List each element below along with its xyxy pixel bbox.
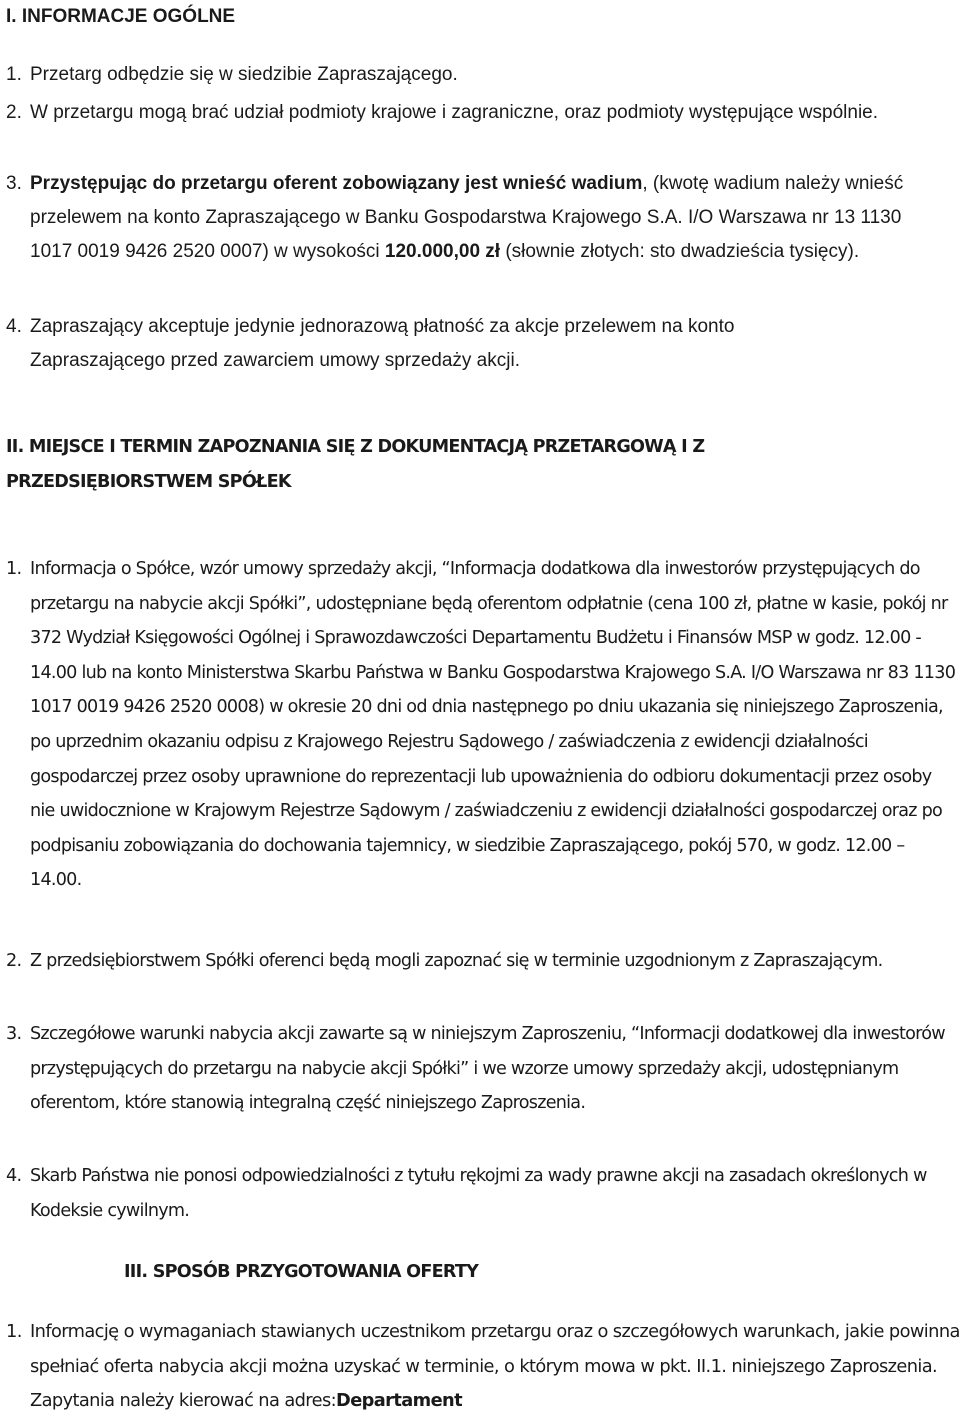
section-3-item-1 xyxy=(6,1315,960,1418)
list-number: 3. xyxy=(6,1024,22,1044)
list-number: 4. xyxy=(6,316,22,337)
department-bold-text: Departament xyxy=(336,1390,462,1412)
section-2-item-3 xyxy=(6,1017,956,1121)
section-1-item-3 xyxy=(6,167,946,269)
list-text: Informacja o Spółce, wzór umowy sprzedaży akcji, “Informacja dodatkowa dla inwestorów przystępujących do przetargu na nabycie akcji Spółki”, udostępniane będą oferentom odpłatnie (cena 100 zł, płatne w kasie, pokój nr 372 Wydział Księgowości Ogólnej i Sprawozdawczości Departamentu Budżetu i Finansów MSP w godz. 12.00 - 14.00 lub na konto Ministerstwa Skarbu Państwa w Banku Gospodarstwa Krajowego S.A. I/O Warszawa nr 83 1130 1017 0019 9426 2520 0008) w okresie 20 dni od dnia następnego po dniu ukazania się niniejszego Zaproszenia, po uprzednim okazaniu odpisu z Krajowego Rejestru Sądowego / zaświadczenia z ewidencji działalności gospodarczej przez osoby uprawnione do reprezentacji lub upoważnienia do odbioru dokumentacji przez osoby nie uwidocznione w Krajowym Rejestrze Sądowym / zaświadczeniu z ewidencji działalności gospodarczej oraz po podpisaniu zobowiązania do dochowania tajemnicy, w siedzibie Zapraszającego, pokój 570, w godz. 12.00 – 14.00. xyxy=(30,559,956,891)
section-1-item-4 xyxy=(6,310,946,378)
wadium-amount: 120.000,00 zł xyxy=(384,241,501,262)
section-3-heading: III. SPOSÓB PRZYGOTOWANIA OFERTY xyxy=(124,1262,479,1282)
list-text: W przetargu mogą brać udział podmioty krajowe i zagraniczne, oraz podmioty występujące wspólnie. xyxy=(30,102,879,123)
list-text: Z przedsiębiorstwem Spółki oferenci będą mogli zapoznać się w terminie uzgodnionym z Zapraszającym. xyxy=(30,951,883,971)
section-1-item-2 xyxy=(6,96,946,130)
list-number: 1. xyxy=(6,559,22,579)
section-1-item-1 xyxy=(6,58,946,92)
section-2-heading-line-2: PRZEDSIĘBIORSTWEM SPÓŁEK xyxy=(6,471,291,492)
section-2-heading xyxy=(6,430,956,499)
wadium-amount-words: (słownie złotych: sto dwadzieścia tysięcy). xyxy=(500,241,860,262)
list-number: 1. xyxy=(6,64,22,85)
list-number: 2. xyxy=(6,102,22,123)
list-number: 4. xyxy=(6,1166,22,1186)
section-1-heading: I. INFORMACJE OGÓLNE xyxy=(6,6,236,27)
list-number: 1. xyxy=(6,1321,22,1342)
list-text: Przetarg odbędzie się w siedzibie Zapraszającego. xyxy=(30,64,458,85)
list-number: 2. xyxy=(6,951,22,971)
list-number: 3. xyxy=(6,173,22,194)
section-2-item-2 xyxy=(6,944,956,979)
contact-instructions-text: Informację o wymaganiach stawianych uczestnikom przetargu oraz o szczegółowych warunkach, jakie powinna spełniać oferta nabycia akcji można uzyskać w terminie, o którym mowa w pkt. II.1. niniejszego Zaproszenia. Zapytania należy kierować na adres: xyxy=(30,1321,960,1412)
list-text: Skarb Państwa nie ponosi odpowiedzialności z tytułu rękojmi za wady prawne akcji na zasadach określonych w Kodeksie cywilnym. xyxy=(30,1166,927,1221)
wadium-bold-text: Przystępując do przetargu oferent zobowiązany jest wnieść wadium xyxy=(30,173,643,194)
list-text: Szczegółowe warunki nabycia akcji zawarte są w niniejszym Zaproszeniu, “Informacji dodatkowej dla inwestorów przystępujących do przetargu na nabycie akcji Spółki” i we wzorze umowy sprzedaży akcji, udostępnianym oferentom, które stanowią integralną część niniejszego Zaproszenia. xyxy=(30,1024,945,1114)
section-2-item-1 xyxy=(6,552,956,898)
list-text: Zapraszający akceptuje jedynie jednorazową płatność za akcje przelewem na konto Zapraszającego przed zawarciem umowy sprzedaży akcji. xyxy=(30,316,735,371)
wadium-details-text: , (kwotę wadium należy wnieść przelewem na konto Zapraszającego w Banku Gospodarstwa Krajowego S.A. I/O Warszawa nr 13 1130 1017 0019 9426 2520 0007) w wysokości xyxy=(30,173,904,262)
list-text xyxy=(30,1315,960,1418)
section-2-heading-line-1: II. MIEJSCE I TERMIN ZAPOZNANIA SIĘ Z DOKUMENTACJĄ PRZETARGOWĄ I Z xyxy=(6,437,705,457)
list-text xyxy=(30,167,915,269)
section-2-item-4 xyxy=(6,1159,956,1228)
